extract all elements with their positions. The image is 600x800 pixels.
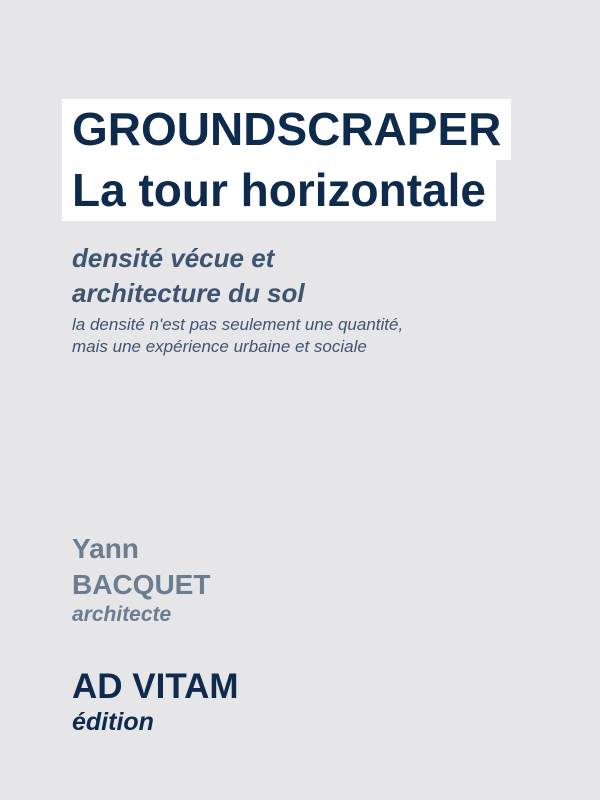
publisher-block	[72, 666, 239, 736]
publisher-name: AD VITAM	[72, 667, 239, 706]
book-title	[62, 99, 511, 221]
publisher-type: édition	[72, 708, 154, 736]
book-tagline	[72, 314, 403, 358]
title-line-1: GROUNDSCRAPER	[62, 99, 511, 160]
subtitle-line-2: architecture du sol	[72, 278, 305, 308]
subtitle-line-1: densité vécue et	[72, 243, 275, 273]
author-role: architecte	[72, 603, 172, 626]
book-subtitle	[72, 241, 305, 311]
tagline-line-1: la densité n'est pas seulement une quantité,	[72, 315, 404, 334]
title-line-2: La tour horizontale	[62, 160, 496, 221]
tagline-line-2: mais une expérience urbaine et sociale	[72, 337, 367, 356]
author-block	[72, 532, 210, 626]
author-last-name: BACQUET	[72, 569, 211, 600]
author-first-name: Yann	[72, 533, 139, 564]
